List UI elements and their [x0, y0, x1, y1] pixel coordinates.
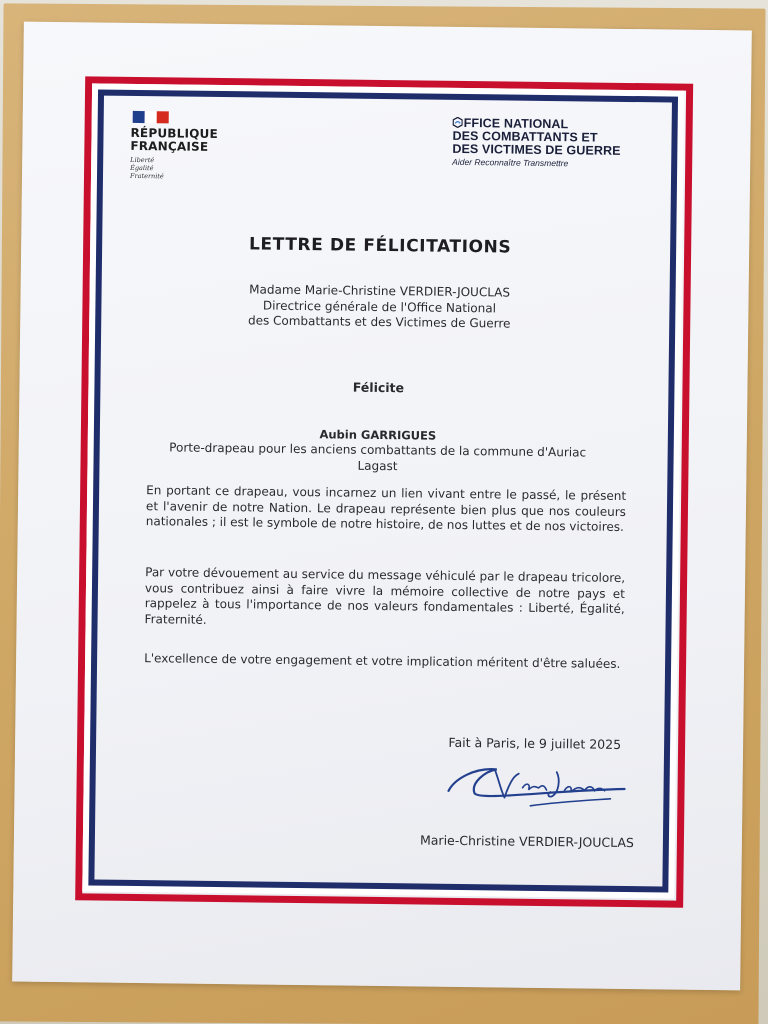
- body-paragraph: En portant ce drapeau, vous incarnez un lien vivant entre le passé, le présent et l'avenir de notre Nation. Le drapeau représente bien plus que nos couleurs nationales ; il est le symbole de notre histoire, de nos luttes et de nos victoires.: [145, 483, 627, 534]
- felicite-heading: Félicite: [352, 379, 405, 396]
- recipient-role: Porte-drapeau pour les anciens combattants de la commune d'Auriac Lagast: [169, 440, 587, 473]
- body-paragraph: Par votre dévouement au service du message véhiculé par le drapeau tricolore, vous contribuez ainsi à faire vivre la mémoire collective de notre pays et rappelez à tous l'importance de nos valeurs fondamentales : Liberté, Égalité, Fraternité.: [144, 565, 626, 627]
- letter-sheet: [12, 22, 752, 991]
- place-date: Fait à Paris, le 9 juillet 2025: [448, 734, 622, 752]
- signature-icon: [434, 749, 635, 821]
- republique-francaise-logo: [130, 111, 241, 181]
- recipient-name: Aubin GARRIGUES: [319, 427, 437, 443]
- body-paragraph: L'excellence de votre engagement et votre implication méritent d'être saluées.: [144, 651, 621, 671]
- onac-logo: FFICE NATIONAL DES COMBATTANTS ET DES VICTIMES DE GUERRE Aider Reconnaître Transmettre: [452, 117, 643, 169]
- issuer-line: des Combattants et des Victimes de Guerre: [247, 313, 511, 331]
- onac-emblem-icon: [453, 117, 463, 128]
- letter-title: LETTRE DE FÉLICITATIONS: [248, 234, 512, 258]
- signer-name: Marie-Christine VERDIER-JOUCLAS: [419, 832, 634, 851]
- letter-content: [104, 105, 651, 866]
- issuer-line: Madame Marie-Christine VERDIER-JOUCLAS: [249, 282, 511, 300]
- republique-name: RÉPUBLIQUE FRANÇAISE: [130, 125, 219, 154]
- republique-motto: Liberté Égalité Fraternité: [129, 155, 164, 181]
- issuer-line: Directrice générale de l'Office National: [262, 298, 497, 315]
- onac-tagline: Aider Reconnaître Transmettre: [452, 156, 569, 169]
- marianne-flag-icon: [133, 111, 169, 123]
- issuer-block: [110, 281, 649, 334]
